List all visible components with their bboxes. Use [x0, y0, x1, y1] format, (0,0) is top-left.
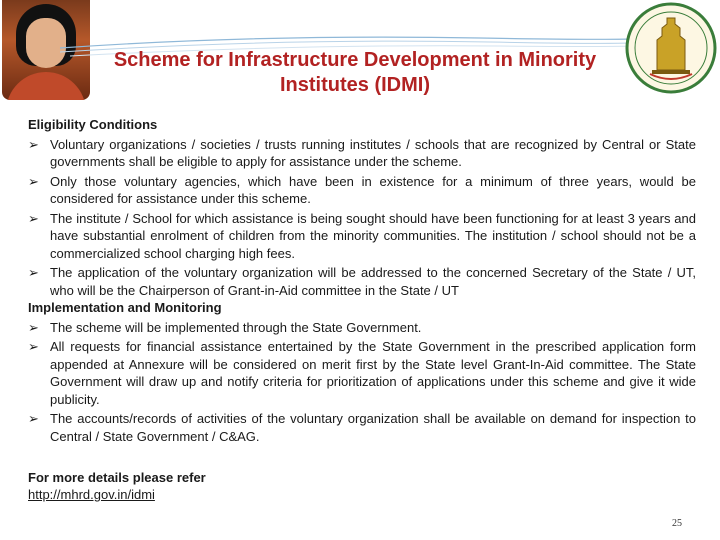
bullet-text: Only those voluntary agencies, which have been in existence for a minimum of three years, would be considered for assistance under this scheme. — [50, 173, 696, 206]
list-item — [28, 319, 696, 337]
list-item — [28, 264, 696, 299]
page-number: 25 — [672, 518, 682, 529]
arrow-bullet-icon: ➢ — [28, 339, 39, 354]
arrow-bullet-icon: ➢ — [28, 411, 39, 426]
list-item — [28, 173, 696, 208]
idmi-link[interactable]: http://mhrd.gov.in/idmi — [28, 487, 155, 502]
more-details-label: For more details please refer — [28, 470, 206, 485]
bullet-text: Voluntary organizations / societies / trusts running institutes / schools that are recognized by Central or State governments shall be eligible to apply for assistance under the scheme. — [50, 136, 696, 169]
bullet-text: The scheme will be implemented through the State Government. — [50, 319, 422, 335]
bullet-text: The institute / School for which assistance is being sought should have been functioning for at least 3 years and have substantial enrolment of children from the minority communities. The institution / school should not be a commercialized school charging high fees. — [50, 210, 696, 261]
section-heading-eligibility: Eligibility Conditions — [28, 117, 158, 132]
list-item — [28, 136, 696, 171]
bullet-text: All requests for financial assistance entertained by the State Government in the prescribed application form appended at Annexure will be considered on merit first by the State level Grant-In-Aid committee. The State Government will draw up and notify criteria for prioritization of applications under this scheme and give it wide publicity. — [50, 339, 696, 407]
arrow-bullet-icon: ➢ — [28, 136, 39, 152]
list-item — [28, 338, 696, 408]
section-heading-implementation: Implementation and Monitoring — [28, 300, 222, 315]
arrow-bullet-icon: ➢ — [28, 173, 39, 189]
arrow-bullet-icon: ➢ — [28, 319, 39, 335]
arrow-bullet-icon: ➢ — [28, 210, 39, 226]
bullet-text: The application of the voluntary organization will be addressed to the concerned Secretary of the State / UT, who will be the Chairperson of Grant-in-Aid committee in the State / UT — [50, 265, 696, 298]
arrow-bullet-icon: ➢ — [28, 265, 39, 280]
slide-body — [28, 116, 696, 445]
tamil-nadu-emblem-icon — [622, 0, 720, 96]
list-item — [28, 210, 696, 263]
bullet-text: The accounts/records of activities of the voluntary organization shall be available on demand for inspection to Central / State Government / C&AG. — [50, 411, 696, 444]
page-title: Scheme for Infrastructure Development in Minority Institutes (IDMI) — [113, 49, 597, 96]
list-item — [28, 410, 696, 445]
more-details — [28, 469, 206, 503]
